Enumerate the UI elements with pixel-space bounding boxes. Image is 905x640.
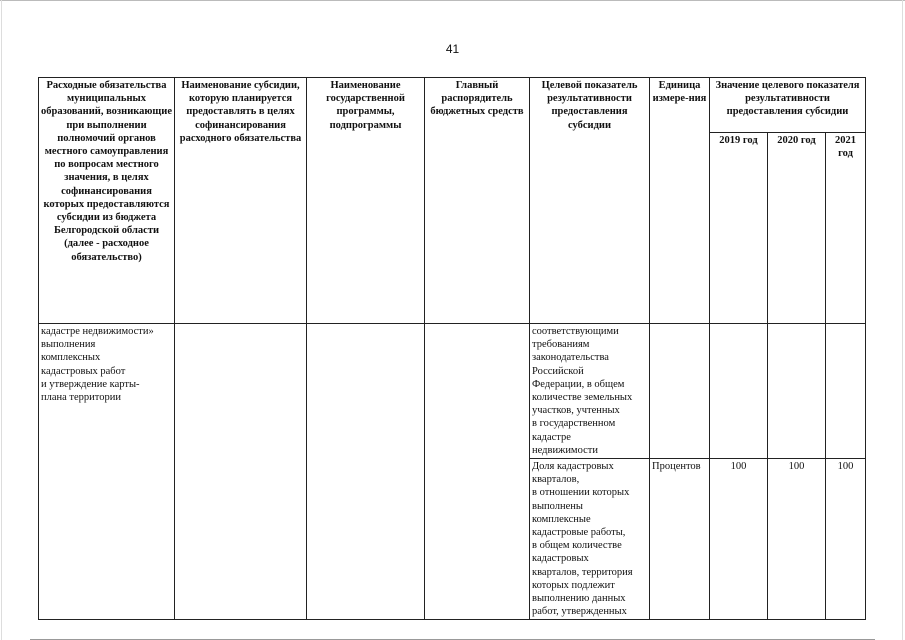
cell-value-2019: 100 bbox=[710, 459, 768, 620]
header-program-name: Наименование государственной программы, подпрограммы bbox=[307, 78, 425, 324]
header-row-1 bbox=[39, 78, 866, 133]
header-subsidy-name: Наименование субсидии, которую планируется предоставлять в целях софинансирования расходного обязательства bbox=[175, 78, 307, 324]
header-expense-obligations: Расходные обязательства муниципальных образований, возникающие при выполнении полномочий органов местного самоуправления по вопросам местного значения, в целях софинансирования которых предоставляются субсидии из бюджета Белгородской области (далее - расходное обязательство) bbox=[39, 78, 175, 324]
header-target-value-group: Значение целевого показателя результативности предоставления субсидии bbox=[710, 78, 866, 133]
cell-value-2021 bbox=[826, 324, 866, 459]
cell-value-2021: 100 bbox=[826, 459, 866, 620]
header-year-2020: 2020 год bbox=[768, 133, 826, 324]
scan-edge-top bbox=[0, 0, 905, 1]
cell-budget-manager bbox=[425, 324, 530, 620]
cell-value-2020 bbox=[768, 324, 826, 459]
cell-expense-obligation: кадастре недвижимости» выполнения комплексных кадастровых работ и утверждение карты- плана территории bbox=[39, 324, 175, 620]
cell-unit: Процентов bbox=[650, 459, 710, 620]
page-number: 41 bbox=[445, 42, 460, 56]
header-budget-manager: Главный распорядитель бюджетных средств bbox=[425, 78, 530, 324]
cell-target-indicator: соответствующими требованиям законодательства Российской Федерации, в общем количестве земельных участков, учтенных в государственном кадастре недвижимости bbox=[530, 324, 650, 459]
cell-value-2019 bbox=[710, 324, 768, 459]
header-year-2021: 2021 год bbox=[826, 133, 866, 324]
header-target-indicator: Целевой показатель результативности предоставления субсидии bbox=[530, 78, 650, 324]
cell-value-2020: 100 bbox=[768, 459, 826, 620]
cell-subsidy-name bbox=[175, 324, 307, 620]
subsidy-table bbox=[38, 77, 866, 620]
scan-edge-left bbox=[1, 0, 2, 640]
cell-program-name bbox=[307, 324, 425, 620]
header-year-2019: 2019 год bbox=[710, 133, 768, 324]
scan-edge-right bbox=[902, 0, 903, 640]
cell-unit bbox=[650, 324, 710, 459]
cell-target-indicator: Доля кадастровых кварталов, в отношении которых выполнены комплексные кадастровые работы, в общем количестве кадастровых кварталов, территория которых подлежит выполнению данных работ, утвержденных bbox=[530, 459, 650, 620]
header-unit: Единица измере-ния bbox=[650, 78, 710, 324]
table-row bbox=[39, 324, 866, 459]
